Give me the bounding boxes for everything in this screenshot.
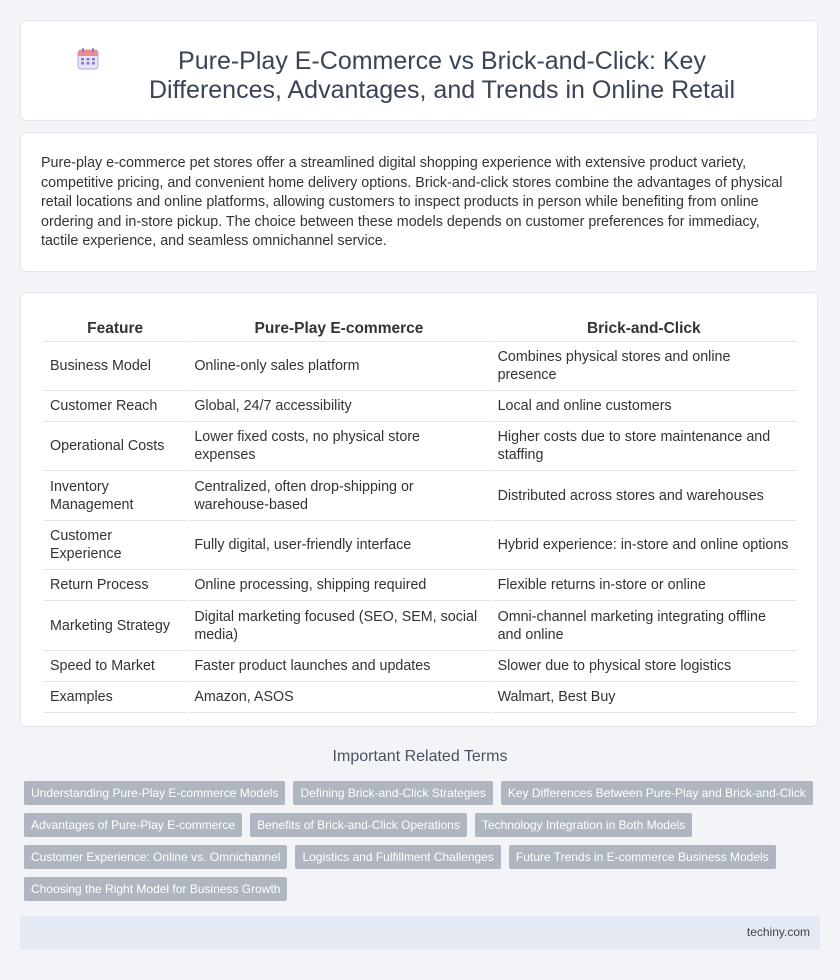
table-row [44, 651, 796, 682]
brick-and-click-cell: Omni-channel marketing integrating offline and online [492, 601, 796, 651]
intro-card [20, 132, 818, 272]
pure-play-cell: Global, 24/7 accessibility [188, 391, 489, 422]
table-row [44, 342, 796, 391]
pure-play-cell: Online processing, shipping required [188, 570, 489, 601]
intro-paragraph: Pure-play e-commerce pet stores offer a streamlined digital shopping experience with extensive product variety, competitive pricing, and convenient home delivery options. Brick-and-click stores combine the advantages of physical retail locations and online platforms, allowing customers to inspect products in person while benefiting from online ordering and in-store pickup. The choice between these models depends on customer preferences for immediacy, tactile experience, and seamless omnichannel service. [41, 155, 783, 249]
table-row [44, 682, 796, 713]
related-term-tag[interactable]: Logistics and Fulfillment Challenges [295, 845, 500, 869]
footer-site-link[interactable]: techiny.com [746, 925, 810, 939]
comparison-card [20, 292, 818, 727]
feature-cell: Inventory Management [44, 471, 186, 521]
header-pure-play: Pure-Play E-commerce [188, 313, 489, 342]
feature-cell: Marketing Strategy [44, 601, 186, 651]
table-row [44, 521, 796, 570]
brick-and-click-cell: Hybrid experience: in-store and online options [492, 521, 796, 570]
brick-and-click-cell: Distributed across stores and warehouses [492, 471, 796, 521]
related-term-tag[interactable]: Defining Brick-and-Click Strategies [293, 781, 492, 805]
table-row [44, 471, 796, 521]
pure-play-cell: Digital marketing focused (SEO, SEM, social media) [188, 601, 489, 651]
brick-and-click-cell: Combines physical stores and online presence [492, 342, 796, 391]
pure-play-cell: Fully digital, user-friendly interface [188, 521, 489, 570]
brick-and-click-cell: Walmart, Best Buy [492, 682, 796, 713]
related-term-tag[interactable]: Understanding Pure-Play E-commerce Models [24, 781, 285, 805]
related-term-tag[interactable]: Technology Integration in Both Models [475, 813, 692, 837]
table-row [44, 422, 796, 471]
pure-play-cell: Centralized, often drop-shipping or warehouse-based [188, 471, 489, 521]
pure-play-cell: Online-only sales platform [188, 342, 489, 391]
table-row [44, 601, 796, 651]
page-title: Pure-Play E-Commerce vs Brick-and-Click: Key Differences, Advantages, and Trends in Online Retail [149, 47, 735, 104]
table-row [44, 391, 796, 422]
related-term-tag[interactable]: Choosing the Right Model for Business Growth [24, 877, 287, 901]
feature-cell: Return Process [44, 570, 186, 601]
header-brick-and-click: Brick-and-Click [492, 313, 796, 342]
related-term-tag[interactable]: Future Trends in E-commerce Business Models [509, 845, 776, 869]
footer [20, 916, 820, 950]
brick-and-click-cell: Flexible returns in-store or online [492, 570, 796, 601]
brick-and-click-cell: Slower due to physical store logistics [492, 651, 796, 682]
pure-play-cell: Lower fixed costs, no physical store expenses [188, 422, 489, 471]
table-header-row [44, 313, 796, 342]
feature-cell: Customer Reach [44, 391, 186, 422]
related-term-tag[interactable]: Benefits of Brick-and-Click Operations [250, 813, 467, 837]
header-feature: Feature [44, 313, 186, 342]
related-term-tag[interactable]: Advantages of Pure-Play E-commerce [24, 813, 242, 837]
title-card [20, 20, 818, 121]
brick-and-click-cell: Higher costs due to store maintenance and staffing [492, 422, 796, 471]
related-terms-list [24, 781, 814, 901]
feature-cell: Speed to Market [44, 651, 186, 682]
feature-cell: Examples [44, 682, 186, 713]
pure-play-cell: Faster product launches and updates [188, 651, 489, 682]
related-terms-heading: Important Related Terms [332, 748, 508, 765]
table-row [44, 570, 796, 601]
pure-play-cell: Amazon, ASOS [188, 682, 489, 713]
feature-cell: Business Model [44, 342, 186, 391]
related-term-tag[interactable]: Key Differences Between Pure-Play and Brick-and-Click [501, 781, 813, 805]
feature-cell: Customer Experience [44, 521, 186, 570]
brick-and-click-cell: Local and online customers [492, 391, 796, 422]
related-term-tag[interactable]: Customer Experience: Online vs. Omnichannel [24, 845, 287, 869]
feature-cell: Operational Costs [44, 422, 186, 471]
calendar-icon [76, 47, 100, 71]
comparison-table [42, 313, 798, 713]
